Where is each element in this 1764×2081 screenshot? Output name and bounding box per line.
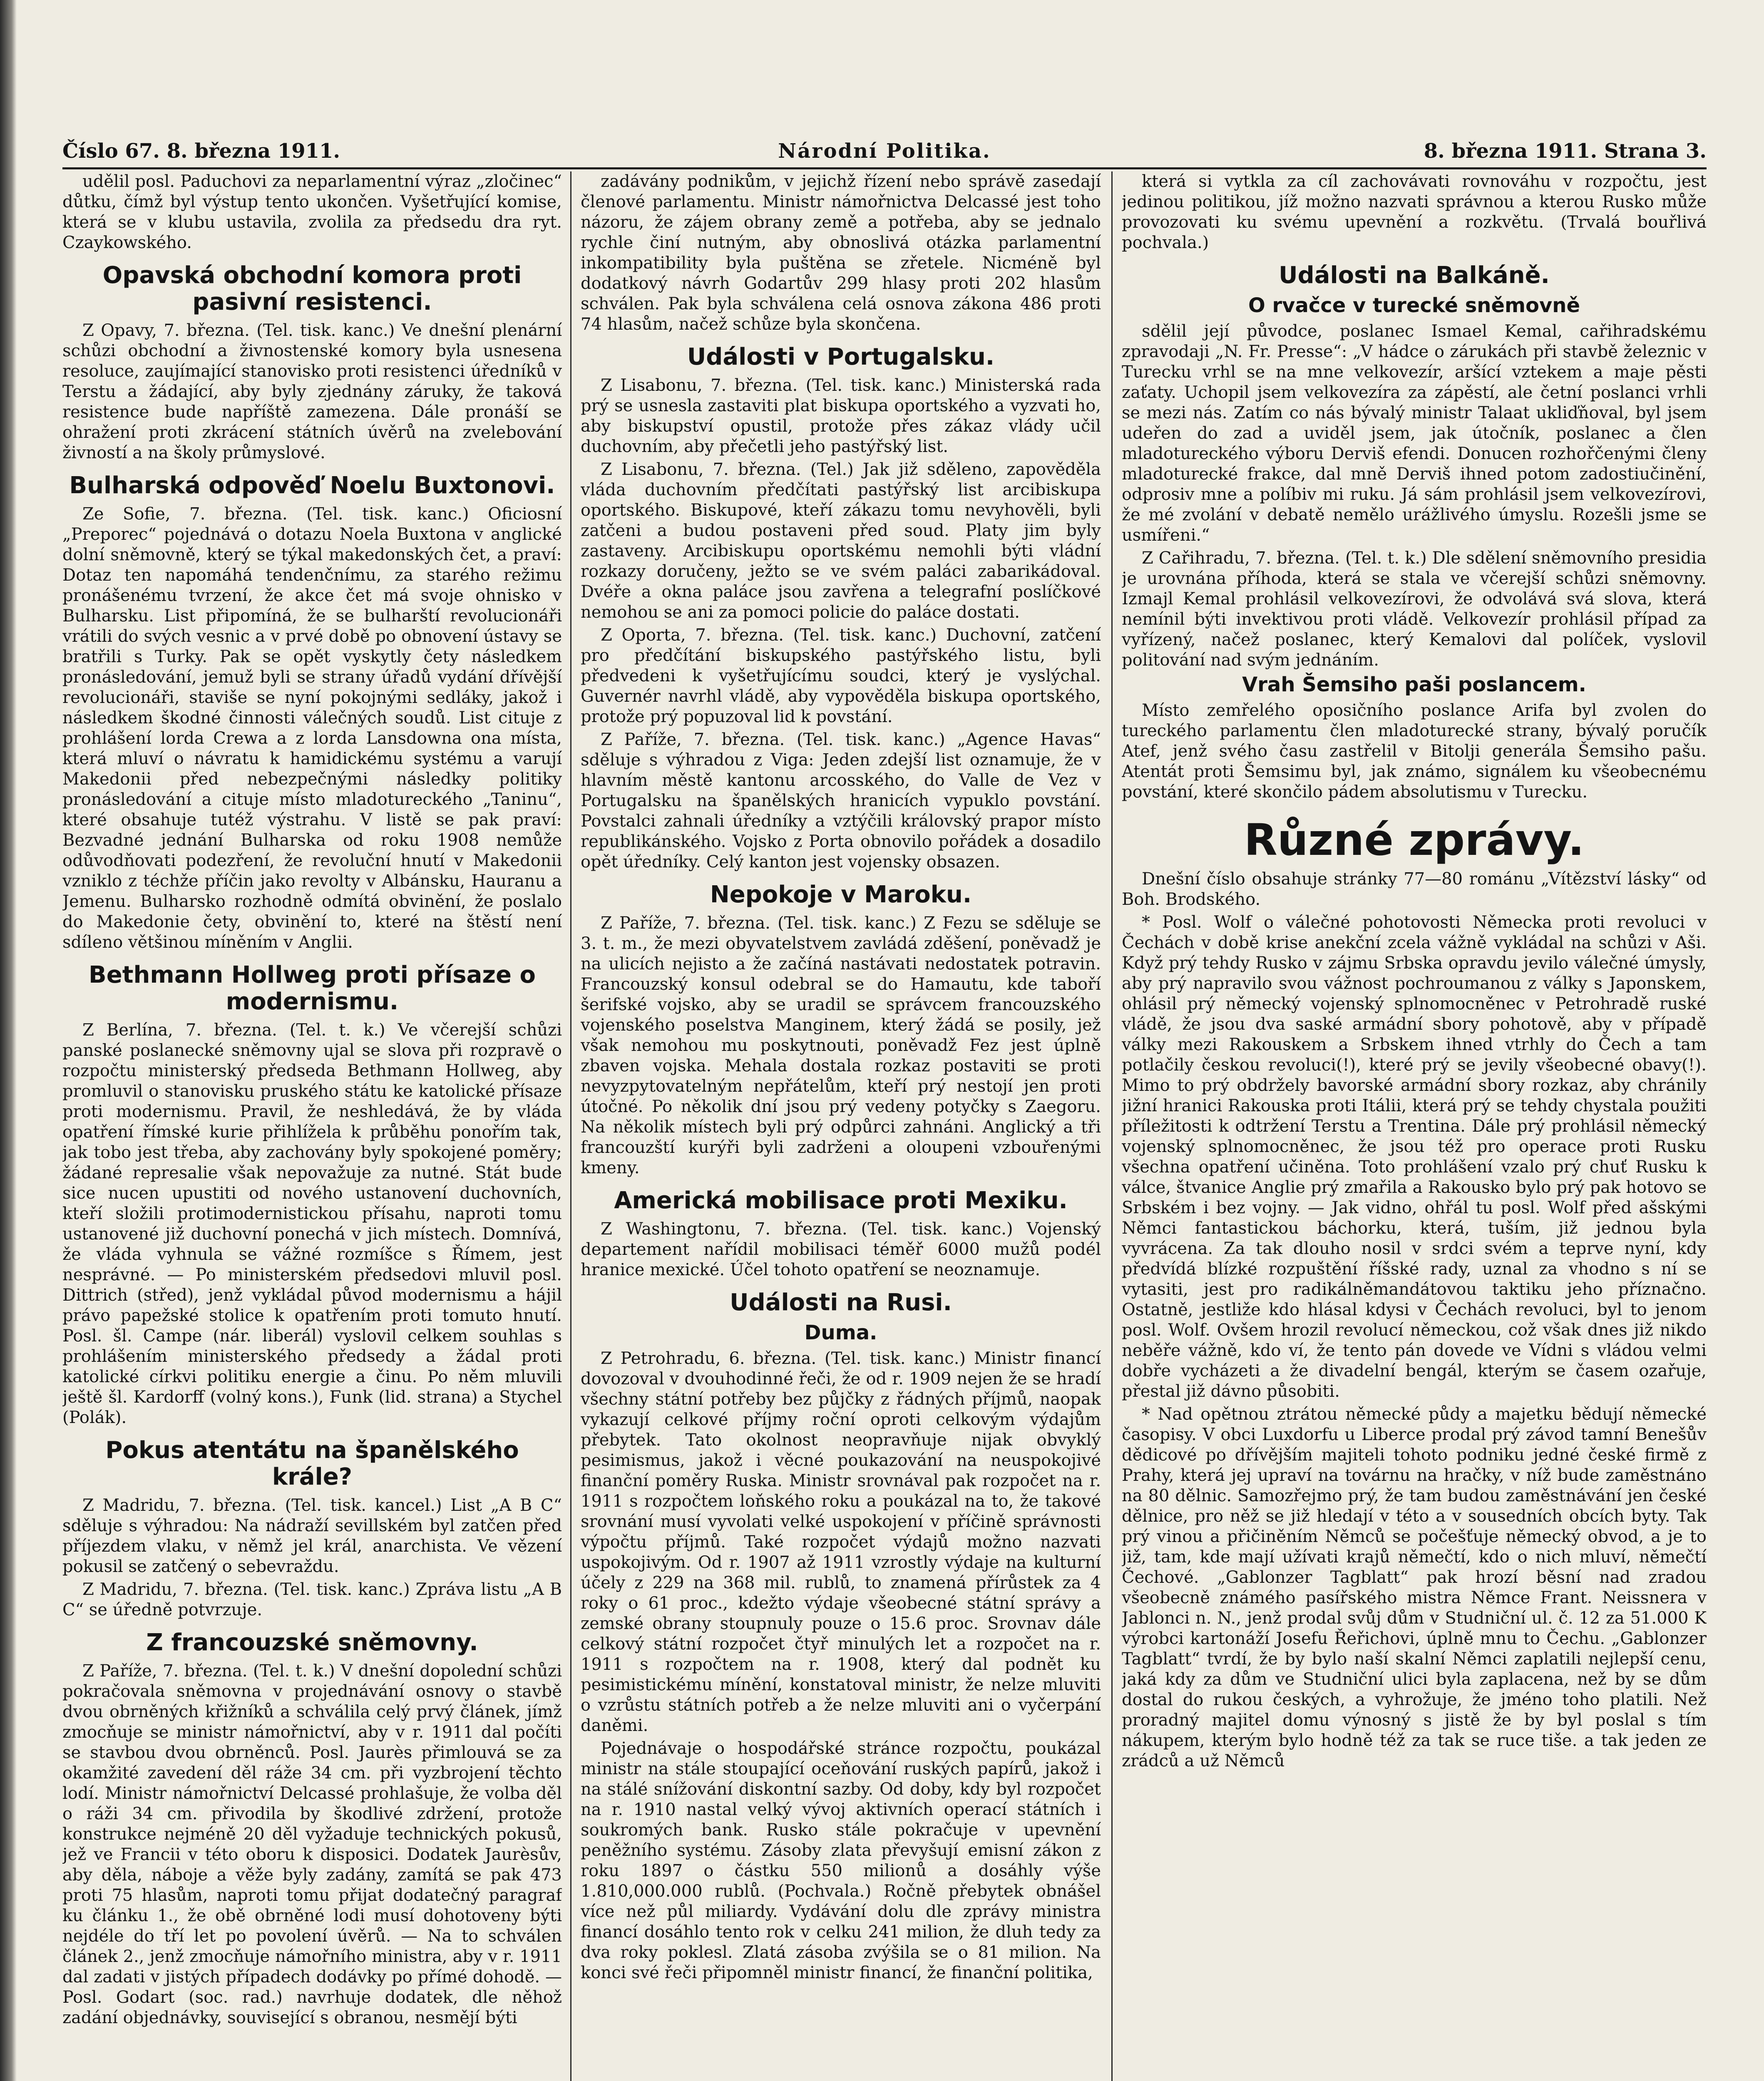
article-headline: Americká mobilisace proti Mexiku. [614, 1187, 1068, 1214]
column-3 [1122, 171, 1707, 2081]
scan-left-edge [0, 0, 17, 2081]
masthead [62, 139, 1707, 169]
article-paragraph: Z Paříže, 7. března. (Tel. tisk. kanc.) Z Fezu se sděluje se 3. t. m., že mezi obyvatelstvem zavládá zděšení, poněvadž je na ulicích nejisto a že začíná nastávati nedostatek potravin. Francouzský konsul odebral se do Hamautu, kde taboří šerifské vojsko, aby se uradil se správcem francouzského vojenského poselstva Manginem, který žádá se posily, jež však nemohou mu poskytnouti, poněvadž Fez jest úplně zbaven vojska. Mehala dostala rozkaz postaviti se proti nevyzpytovatelným nepřátelům, kteří prý nestojí jen proti útočné. Po několik dní jsou prý vedeny potyčky s Zaegoru. Na několik místech byli prý odpůrci zahnáni. Anglický a tři francouzští kurýři byli zadrženi a oloupeni vzbouřenými kmeny. [581, 914, 1101, 1177]
article-paragraph: zadávány podnikům, v jejichž řízení nebo správě zasedají členové parlamentu. Ministr námořnictva Delcassé jest toho názoru, že zájem obrany země a potřeba, aby se jednalo rychle činí nutným, aby obnoslivá otázka parlamentní inkompatibility byla puštěna se zřetele. Nicméně byl dodatkový návrh Godartův 299 hlasy proti 202 hlasům schválen. Pak byla schválena celá osnova zákona 486 proti 74 hlasům, načež schůze byla skončena. [581, 172, 1101, 334]
article-paragraph: Dnešní číslo obsahuje stránky 77—80 románu „Vítězství lásky“ od Boh. Brodského. [1122, 869, 1707, 909]
article-paragraph: * Posl. Wolf o válečné pohotovosti Německa proti revoluci v Čechách v době krise anekční zcela vážně vykládal na schůzi v Aši. Když prý tehdy Rusko v zájmu Srbska opravdu jevilo válečné úmysly, aby prý napravilo svou vážnost pochroumanou z války s Japonskem, ohlásil prý německý vojenský splnomocněnec v Petrohradě ruské vládě, že jsou dva saské armádní sbory pohotově, aby v případě války mezi Rakouskem a Srbskem ihned vtrhly do Čech a tam potlačily českou revoluci(!), které prý se jevily všeobecné obavy(!). Mimo to prý obdržely bavorské armádní sbory rozkaz, aby chránily jižní hranici Rakouska proti Itálii, která prý se tehdy chystala použiti příležitosti k odtržení Terstu a Trentina. Dále prý prohlásil německý vojenský splnomocněnec, že jsou též pro operace proti Rusku všechna opatření učiněna. Toto prohlášení vzalo prý chuť Rusku k válce, štvanice Anglie prý zmařila a Rakousko bylo prý pak hotovo se Srbském i bez vojny. — Jak vidno, ohřál tu posl. Wolf před ašskými Němci fantastickou báchorku, která, tuším, již jednou byla vyvrácena. Za tak dlouho nosil v srdci svém a teprve nyní, kdy předvídá blízké rozpuštění říšské rady, uznal za vhodno s ní se vytasiti, jest pro radikálněmandátovou taktiku jeho příznačno. Ostatně, jestliže kdo hlásal kdysi v Čechách revoluci, byl to jenom posl. Wolf. Ovšem hrozil revolucí německou, což však dnes již nikdo neběře vážně, kdo ví, že tento pán dovede ve Vídni s vládou velmi dobře vycházeti a že divadelní bengál, kterým se časem ozařuje, přestal již dávno působiti. [1122, 913, 1707, 1401]
newspaper-title: Národní Politika. [778, 139, 991, 163]
issue-number: Číslo 67. 8. března 1911. [62, 139, 340, 163]
article-paragraph: Místo zemřelého oposičního poslance Arifa byl zvolen do tureckého parlamentu člen mladoturecké strany, bývalý poručík Atef, jenž svého času zastřelil v Bitolji generála Šemsiho pašu. Atentát proti Šemsimu byl, jak známo, signálem ku všeobecnému povstání, které skončilo pádem absolutismu v Turecku. [1122, 701, 1707, 802]
article-paragraph: Z Madridu, 7. března. (Tel. tisk. kanc.) Zpráva listu „A B C“ se úředně potvrzuje. [62, 1580, 562, 1619]
article-paragraph: Z Lisabonu, 7. března. (Tel. tisk. kanc.) Ministerská rada prý se usnesla zastaviti plat biskupa oportského a vyzvati ho, aby biskupství opustil, protože přes zákaz vlády učil duchovním, aby přečetli jeho pastýřský list. [581, 376, 1101, 456]
article-paragraph: Z Opavy, 7. března. (Tel. tisk. kanc.) Ve dnešní plenární schůzi obchodní a živnostenské komory byla usnesena resoluce, zaujímající stanovisko proti resistenci úředníků v Terstu a žádající, aby byly zjednány záruky, že taková resistence bude napříště zamezena. Dále pronáší se ohražení proti zkrácení státních úvěrů na zvelebování živností a na školy průmyslové. [62, 321, 562, 462]
article-headline: Události na Balkáně. [1279, 262, 1550, 289]
article-paragraph: Z Berlína, 7. března. (Tel. t. k.) Ve včerejší schůzi panské poslanecké sněmovny ujal se slova při rozpravě o rozpočtu ministerský předseda Bethmann Hollweg, aby promluvil o stanovisku pruského státu ke katolické přísaze proti modernismu. Pravil, že neshledává, že by vláda opatření římské kurie přihlížela k průběhu ponořím tak, jak tobo jest třeba, aby zachovány byly spokojené poměry; žádané represalie však nepovažuje za nutné. Stát bude sice nucen upustiti od nového ustanovení duchovních, kteří složili protimodernistickou přísahu, naproti tomu ustanovené již duchovní ponechá v jich místech. Domnívá, že vláda vyhnula se vážné rozmíšce s Římem, jest nesprávné. — Po ministerském předsedovi mluvil posl. Dittrich (střed), jenž vykládal původ modernismu a hájil právo papežské stolice k opatřením proti tomuto hnutí. Posl. šl. Campe (nár. liberál) vyslovil celkem souhlas s prohlášením ministerského předsedy a žádal proti katolické církvi politiku energie a činu. Po něm mluvili ještě šl. Kardorff (volný kons.), Funk (lid. strana) a Stychel (Polák). [62, 1021, 562, 1427]
article-paragraph: Z Lisabonu, 7. března. (Tel.) Jak již sděleno, zapověděla vláda duchovním předčítati pastýřský list arcibiskupa oportského. Biskupové, kteří zákazu tomu nevyhověli, byli zatčeni a budou postaveni před soud. Platy jim byly zastaveny. Arcibiskupu oportskému nemohli býti vládní rozkazy doručeny, ježto se ve svém paláci zabarikádoval. Dvéře a okna paláce jsou zavřena a telegrafní poslíčkové nemohou se ani za pomoci policie do paláce dostati. [581, 460, 1101, 622]
article-paragraph: Ze Sofie, 7. března. (Tel. tisk. kanc.) Oficiosní „Preporec“ pojednává o dotazu Noela Buxtona v anglické dolní sněmovně, který se týkal makedonských čet, a praví: Dotaz ten napomáhá tendenčnímu, za starého režimu pronášenému tvrzení, že akce čet má svoje ohnisko v Bulharsku. List připomíná, že se bulharští revolucionáři vrátili do svých vesnic a v prvé době po obnovení ústavy se bratřili s Turky. Pak se opět vyskytly čety následkem pronásledování, jemuž byli se strany úřadů vydání dřívější revolucionáři, staviše se nyní pokojnými sedláky, jakož i následkem škodné činnosti válečných soudů. List cituje z prohlášení lorda Crewa a z lorda Lansdowna ona místa, která mluví o návratu k hamidickému systému a varují Makedonii před nebezpečnými následky politiky pronásledování a cituje místo mladotureckého „Taninu“, které obsahuje tutéž výstrahu. V listě se pak praví: Bezvadné jednání Bulharska od roku 1908 nemůže odůvodňovati podezření, že revoluční hnutí v Makedonii vzniklo z téchže příčin jako revolty v Albánsku, Hauranu a Jemenu. Bulharsko rozhodně odmítá obvinění, že poslalo do Makedonie čety, obvinění to, které na štěstí není sdíleno většinou míněním v Anglii. [62, 504, 562, 952]
article-subheadline: Vrah Šemsiho paši poslancem. [1242, 673, 1586, 696]
article-paragraph: udělil posl. Paduchovi za neparlamentní výraz „zločinec“ důtku, čímž byl výstup tento ukončen. Vyšetřující komise, která se v klubu ustavila, zvolila za předsedu dra ryt. Czaykowského. [62, 172, 562, 252]
article-paragraph: sdělil její původce, poslanec Ismael Kemal, cařihradskému zpravodaji „N. Fr. Presse“: „V hádce o zárukách při stavbě železnic v Turecku vrhl se na mne velkovezír, aršící vztekem a maje pěsti zaťaty. Uchopil jsem velkovezíra za zápěstí, ale četní poslanci vrhli se mezi nás. Zatím co nás bývalý ministr Talaat ukliďňoval, byl jsem udeřen do zad a uviděl jsem, jak útočník, poslanec a člen mladotureckého výboru Derviš efendi. Donucen rozhořčenými členy mladoturecké frakce, dal mně Derviš ihned potom zadostiučinění, odprosiv mne a políbiv mi ruku. Já sám prohlásil jsem velkovezírovi, že mé zvolání v debatě nemělo urážlivého úmyslu. Rozešli jsme se usmířeni.“ [1122, 322, 1707, 545]
article-headline: Bethmann Hollweg proti přísaze o modernismu. [89, 961, 536, 1015]
article-headline: Pokus atentátu na španělského krále? [105, 1437, 519, 1490]
date-page: 8. března 1911. Strana 3. [1424, 139, 1707, 163]
article-paragraph: která si vytkla za cíl zachovávati rovnováhu v rozpočtu, jest jedinou politikou, jíž možno nazvati správnou a kterou Rusko může provozovati ku svému upevnění a rozkvětu. (Trvalá bouřlivá pochvala.) [1122, 172, 1707, 252]
column-1 [62, 171, 562, 2081]
article-headline: Nepokoje v Maroku. [710, 881, 972, 908]
article-headline: Události v Portugalsku. [687, 343, 995, 370]
article-headline: Opavská obchodní komora proti pasivní resistenci. [102, 262, 522, 315]
article-headline: Události na Rusi. [730, 1289, 952, 1316]
column-divider-2 [1111, 171, 1113, 2081]
column-2 [581, 171, 1101, 2081]
article-paragraph: * Nad opětnou ztrátou německé půdy a majetku bědují německé časopisy. V obci Luxdorfu u Liberce prodal prý závod tamní Benešův dědicové po dřívějším majiteli tohoto podniku jedné české firmě z Prahy, která jej upraví na továrnu na hračky, v níž bude zaměstnáno na 80 dělnic. Samozřejmo prý, že tam budou zaměstnávání jen české dělnice, pro něž se již hledají v této a v sousedních obcích byty. Tak prý vinou a přičiněním Němců se počešťuje německý obvod, a je to již, tam, kde mají užívati krajů němečtí, kdo o nich mluví, němečtí Čechové. „Gablonzer Tagblatt“ pak hrozí běsní nad zradou všeobecně známého pasířského mistra Němce Frant. Neissnera v Jablonci n. N., jenž prodal svůj dům v Studniční ul. č. 12 za 51.000 K výrobci kartonáží Josefu Řeřichovi, úplně mnu to Čechu. „Gablonzer Tagblatt“ tvrdí, že by bylo naší skalní Němci zaplatili nejlepší cenu, jaká kdy za dům ve Studniční ulici byla zaplacena, než by se dům dostal do rukou českých, a vyhrožuje, že jméno toho platili. Než proradný majitel domu výnosný s jistě že by byl poslal s tím nákupem, kterým bylo hodně též za tak se ruce tiše. a tak jeden ze zrádců a už Němců [1122, 1405, 1707, 1771]
article-paragraph: Z Paříže, 7. března. (Tel. tisk. kanc.) „Agence Havas“ sděluje s výhradou z Viga: Jeden zdejší list oznamuje, že v hlavním městě kantonu arcosského, do Valle de Vez v Portugalsku na španělských hranicích vypuklo povstání. Povstalci zahnali úředníky a vztýčili královský prapor místo republikánského. Vojsko z Porta obnovilo pořádek a dosadilo opět úředníky. Celý kanton jest vojensky obsazen. [581, 730, 1101, 872]
article-paragraph: Z Paříže, 7. března. (Tel. t. k.) V dnešní dopolední schůzi pokračovala sněmovna v projednávání osnovy o stavbě dvou obrněných křižníků a schválila celý prvý článek, jímž zmocňuje se ministr námořnictví, aby v r. 1911 dal počíti se stavbou dvou obrněnců. Posl. Jaurès přimlouvá se za okamžité zavedení děl ráže 34 cm. při vyzbrojení těchto lodí. Ministr námořnictví Delcassé prohlašuje, že volba děl o ráži 34 cm. přivodila by škodlivé zdržení, protože konstrukce nejméně 20 děl vyžaduje technických pokusů, jež ve Francii v této oboru k disposici. Dodatek Jaurèsův, aby děla, náboje a věže byly zadány, zamítá se pak 473 proti 75 hlasům, naproti tomu přijat dodatečný paragraf ku článku 1., že obě obrněné lodi musí dohotoveny býti nejdéle do tří let po povolení úvěrů. — Na to schválen článek 2., jenž zmocňuje námořního ministra, aby v r. 1911 dal zadati v jistých případech dodávky po přímé dohodě. — Posl. Godart (soc. rad.) navrhuje dodatek, dle něhož zadání objednávky, související s obranou, nesmějí býti [62, 1661, 562, 2027]
article-paragraph: Z Cařihradu, 7. března. (Tel. t. k.) Dle sdělení sněmovního presidia je urovnána příhoda, která se stala ve včerejší schůzi sněmovny. Izmajl Kemal prohlásil velkovezírovi, že odvolává svá slova, která nemínil býti invektivou proti vládě. Velkovezír prohlásil případ za vyřízený, načež poslanec, který Kemalovi dal políček, vyslovil politování nad svým jednáním. [1122, 549, 1707, 670]
article-subheadline: O rvačce v turecké sněmovně [1248, 294, 1580, 317]
article-paragraph: Z Washingtonu, 7. března. (Tel. tisk. kanc.) Vojenský departement nařídil mobilisaci téměř 6000 mužů podél hranice mexické. Účel tohoto opatření se neoznamuje. [581, 1219, 1101, 1279]
header-rule [62, 167, 1707, 169]
article-paragraph: Z Madridu, 7. března. (Tel. tisk. kancel.) List „A B C“ sděluje s výhradou: Na nádraží sevillském byl zatčen před příjezdem vlaku, v němž jel král, anarchista. Ve vězení pokusil se zatčený o sebevraždu. [62, 1496, 562, 1576]
article-paragraph: Pojednávaje o hospodářské stránce rozpočtu, poukázal ministr na stále stoupající oceňování ruských papírů, jakož i na stálé snížování diskontní sazby. Od doby, kdy byl rozpočet na r. 1910 nastal velký vývoj aktivních operací státních i soukromých bank. Rusko stále pokračuje v upevnění peněžního systému. Zásoby zlata převyšují emisní zákon z roku 1897 o částku 550 milionů a dosáhly výše 1.810,000.000 rublů. (Pochvala.) Ročně přebytek obnášel více než půl miliardy. Vydávání dolu dle zprávy ministra financí dosáhlo tento rok v celku 241 milion, že dluh tedy za dva roky poklesl. Zlatá zásoba zvýšila se o 81 milion. Na konci své řeči připomněl ministr financí, že finanční politika, [581, 1739, 1101, 1982]
section-headline: Různé zprávy. [1244, 815, 1585, 865]
article-paragraph: Z Petrohradu, 6. března. (Tel. tisk. kanc.) Ministr financí dovozoval v dvouhodinné řeči, že od r. 1909 nejen že se hradí všechny státní potřeby bez půjčky z řádných příjmů, naopak vykazují celkové příjmy roční oproti celkovým výdajům přebytek. Tato okolnost neopravňuje nijak obvyklý pesimismus, jakož i věcné poukazování na neuspokojivé finanční poměry Ruska. Ministr srovnával pak rozpočet na r. 1911 s rozpočtem loňského roku a poukázal na to, že takové srovnání musí vyvolati velké uspokojení v příčině správnosti výpočtu příjmů. Také rozpočet výdajů možno nazvati uspokojivým. Od r. 1907 až 1911 vzrostly výdaje na kulturní účely z 229 na 368 mil. rublů, to znamená přírůstek za 4 roky o 61 proc., kdežto výdaje všeobecné státní správy a zemské obrany stoupnuly pouze o 15.6 proc. Srovnav dále celkový státní rozpočet čtyř minulých let a rozpočet na r. 1911 s rozpočtem na r. 1908, který dal podnět ku pesimistickému mínění, konstatoval ministr, že nelze mluviti o vzrůstu státních potřeb a že nelze mluviti ani o vyčerpání daněmi. [581, 1349, 1101, 1735]
article-headline: Z francouzské sněmovny. [146, 1629, 478, 1656]
article-subheadline: Duma. [804, 1321, 877, 1344]
column-divider-1 [570, 171, 571, 2081]
article-paragraph: Z Oporta, 7. března. (Tel. tisk. kanc.) Duchovní, zatčení pro předčítání biskupského pastýřského listu, byli předvedeni k vyšetřujícímu soudci, který je vyslýchal. Guvernér navrhl vládě, aby vypověděla biskupa oportského, protože prý popuzoval lid k povstání. [581, 626, 1101, 726]
article-headline: Bulharská odpověď Noelu Buxtonovi. [69, 472, 555, 499]
